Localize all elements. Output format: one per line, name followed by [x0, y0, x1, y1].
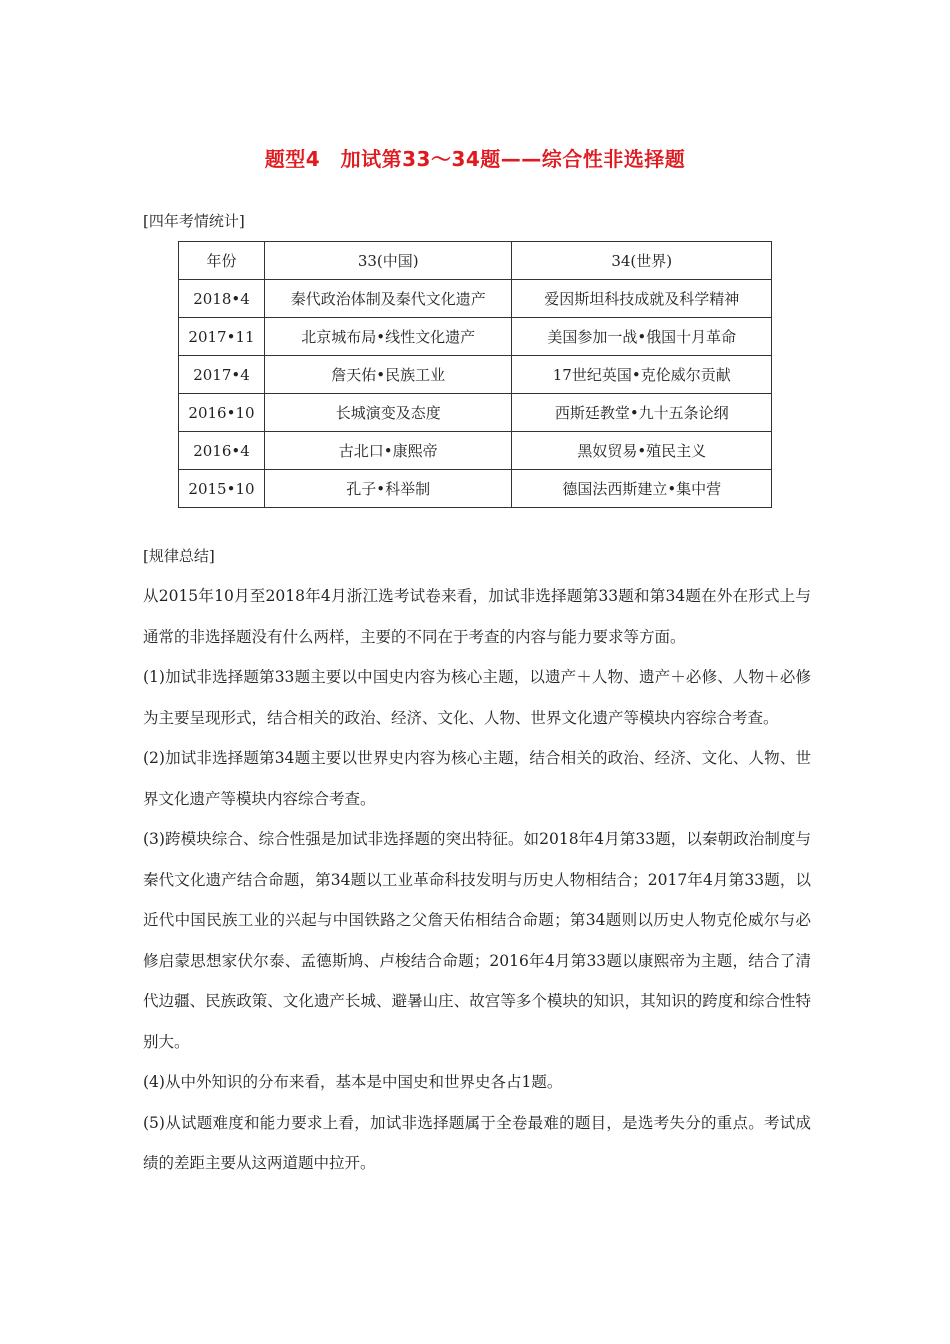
page-title: 题型4 加试第33～34题——综合性非选择题: [264, 147, 686, 171]
summary-body: [143, 576, 811, 1184]
cell-year: 2017•11: [179, 318, 265, 356]
table-row: [179, 394, 772, 432]
cell-world: 17世纪英国•克伦威尔贡献: [512, 356, 772, 394]
cell-china: 古北口•康熙帝: [264, 432, 512, 470]
header-world: 34(世界): [512, 242, 772, 280]
table-row: [179, 432, 772, 470]
cell-world: 德国法西斯建立•集中营: [512, 470, 772, 508]
header-year: 年份: [179, 242, 265, 280]
paragraph-point-4: (4)从中外知识的分布来看，基本是中国史和世界史各占1题。: [143, 1073, 563, 1091]
cell-china: 孔子•科举制: [264, 470, 512, 508]
cell-china: 长城演变及态度: [264, 394, 512, 432]
cell-china: 詹天佑•民族工业: [264, 356, 512, 394]
header-china: 33(中国): [264, 242, 512, 280]
table-row: [179, 318, 772, 356]
paragraph-point-2: (2)加试非选择题第34题主要以世界史内容为核心主题，结合相关的政治、经济、文化、人物、世界文化遗产等模块内容综合考查。: [143, 749, 811, 808]
cell-world: 黑奴贸易•殖民主义: [512, 432, 772, 470]
paragraph-point-1: (1)加试非选择题第33题主要以中国史内容为核心主题，以遗产＋人物、遗产＋必修、人物＋必修为主要呈现形式，结合相关的政治、经济、文化、人物、世界文化遗产等模块内容综合考查。: [143, 668, 811, 727]
paragraph-point-5: (5)从试题难度和能力要求上看，加试非选择题属于全卷最难的题目，是选考失分的重点。考试成绩的差距主要从这两道题中拉开。: [143, 1113, 811, 1172]
cell-year: 2018•4: [179, 280, 265, 318]
cell-world: 爱因斯坦科技成就及科学精神: [512, 280, 772, 318]
cell-year: 2017•4: [179, 356, 265, 394]
cell-china: 秦代政治体制及秦代文化遗产: [264, 280, 512, 318]
cell-china: 北京城布局•线性文化遗产: [264, 318, 512, 356]
table-header-row: [179, 242, 772, 280]
exam-stats-table: [178, 241, 772, 508]
stats-section-label: [四年考情统计]: [143, 212, 245, 230]
summary-section-label: [规律总结]: [143, 547, 215, 565]
cell-year: 2015•10: [179, 470, 265, 508]
cell-world: 美国参加一战•俄国十月革命: [512, 318, 772, 356]
cell-year: 2016•10: [179, 394, 265, 432]
paragraph-intro: 从2015年10月至2018年4月浙江选考试卷来看，加试非选择题第33题和第34题在外在形式上与通常的非选择题没有什么两样，主要的不同在于考查的内容与能力要求等方面。: [143, 587, 811, 646]
paragraph-point-3: (3)跨模块综合、综合性强是加试非选择题的突出特征。如2018年4月第33题，以秦朝政治制度与秦代文化遗产结合命题，第34题以工业革命科技发明与历史人物相结合；2017年4月第33题，以近代中国民族工业的兴起与中国铁路之父詹天佑相结合命题；第34题则以历史人物克伦威尔与必修启蒙思想家伏尔泰、孟德斯鸠、卢梭结合命题；2016年4月第33题以康熙帝为主题，结合了清代边疆、民族政策、文化遗产长城、避暑山庄、故宫等多个模块的知识，其知识的跨度和综合性特别大。: [143, 830, 811, 1051]
table-row: [179, 356, 772, 394]
table-row: [179, 280, 772, 318]
table-row: [179, 470, 772, 508]
cell-world: 西斯廷教堂•九十五条论纲: [512, 394, 772, 432]
cell-year: 2016•4: [179, 432, 265, 470]
